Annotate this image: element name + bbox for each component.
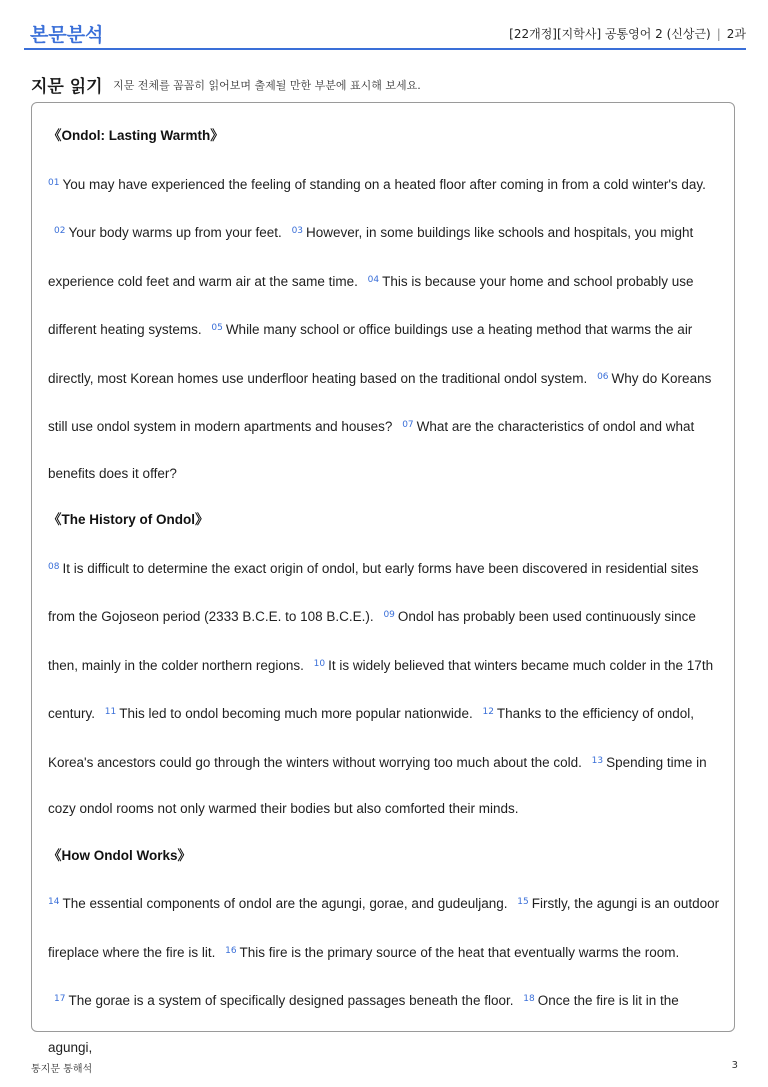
breadcrumb: [22개정][지학사] 공통영어 2 (신상근) bbox=[509, 27, 711, 41]
passage-box bbox=[31, 102, 735, 1055]
sentence-number: 17 bbox=[54, 994, 66, 1004]
page-title: 본문분석 bbox=[30, 24, 104, 46]
sentence-text: You may have experienced the feeling of standing on a heated floor after coming in from a cold winter's day. bbox=[62, 176, 706, 192]
passage-heading: 《Ondol: Lasting Warmth》 bbox=[48, 128, 224, 143]
section-header bbox=[31, 72, 421, 97]
sentence-number: 04 bbox=[367, 274, 380, 285]
footer-label: 통지문 통해석 bbox=[31, 1064, 93, 1075]
sentence-number: 18 bbox=[523, 994, 535, 1004]
sentence-text: Why do Koreans still use ondol system in modern apartments and houses? bbox=[48, 370, 712, 434]
header-separator: | bbox=[716, 27, 721, 41]
passage-paragraph bbox=[48, 879, 723, 1071]
sentence-number: 15 bbox=[517, 897, 529, 907]
sentence bbox=[48, 993, 513, 1008]
passage-heading: 《How Ondol Works》 bbox=[48, 847, 192, 863]
sentence-text: This fire is the primary source of the heat that eventually warms the room. bbox=[239, 944, 680, 960]
header-course-info bbox=[509, 25, 746, 42]
sentence-number: 16 bbox=[225, 945, 237, 956]
sentence-text: Thanks to the efficiency of ondol, Korea's ancestors could go through the winters without worrying too much about the cold. bbox=[48, 706, 695, 770]
sentence-text: Your body warms up from your feet. bbox=[68, 225, 282, 240]
sentence-number: 10 bbox=[313, 658, 326, 669]
page-number: 3 bbox=[731, 1060, 738, 1071]
sentence-text: The gorae is a system of specifically designed passages beneath the floor. bbox=[68, 993, 514, 1008]
sentence-text: Ondol has probably been used continuously since then, mainly in the colder northern regions. bbox=[48, 609, 696, 673]
sentence-number: 09 bbox=[383, 610, 395, 620]
page-header bbox=[24, 16, 746, 50]
lesson-label: 2과 bbox=[726, 27, 746, 41]
sentence-number: 02 bbox=[54, 226, 66, 236]
sentence-number: 12 bbox=[482, 707, 494, 717]
sentence bbox=[48, 225, 282, 240]
passage-paragraph bbox=[48, 544, 723, 833]
sentence-text: It is widely believed that winters became much colder in the 17th century. bbox=[48, 657, 714, 721]
sentence-number: 03 bbox=[291, 226, 304, 236]
sentence-number: 14 bbox=[48, 897, 60, 907]
sentence-text: What are the characteristics of ondol and what benefits does it offer? bbox=[48, 419, 695, 481]
sentence-number: 07 bbox=[402, 420, 414, 430]
sentence bbox=[48, 896, 508, 911]
sentence-text: Once the fire is lit in the agungi, bbox=[48, 993, 679, 1055]
sentence bbox=[48, 177, 706, 192]
sentence-text: However, in some buildings like schools and hospitals, you might experience cold feet and warm air at the same time. bbox=[48, 225, 694, 289]
section-title: 지문 읽기 bbox=[31, 77, 103, 97]
sentence-text: The essential components of ondol are the agungi, gorae, and gudeuljang. bbox=[62, 896, 508, 911]
sentence-number: 13 bbox=[591, 755, 604, 766]
sentence-number: 06 bbox=[597, 371, 609, 382]
sentence-number: 05 bbox=[211, 323, 223, 333]
sentence bbox=[219, 945, 679, 960]
passage-heading: 《The History of Ondol》 bbox=[48, 512, 209, 527]
section-description: 지문 전체를 꼼꼼히 읽어보며 출제될 만한 부분에 표시해 보세요. bbox=[113, 78, 421, 92]
sentence-text: This led to ondol becoming much more popular nationwide. bbox=[119, 706, 473, 721]
sentence bbox=[99, 706, 473, 721]
sentence-text: This is because your home and school probably use different heating systems. bbox=[48, 273, 694, 337]
passage-paragraph bbox=[48, 160, 723, 498]
passage-content bbox=[48, 113, 723, 1071]
sentence-text: It is difficult to determine the exact origin of ondol, but early forms have been discovered in residential sites from the Gojoseon period (2333 B.C.E. to 108 B.C.E.). bbox=[48, 560, 699, 624]
sentence-text: While many school or office buildings use a heating method that warms the air directly, most Korean homes use underfloor heating based on the traditional ondol system. bbox=[48, 322, 693, 386]
sentence-text: Firstly, the agungi is an outdoor fireplace where the fire is lit. bbox=[48, 896, 720, 960]
sentence-number: 01 bbox=[48, 177, 60, 188]
sentence-text: Spending time in cozy ondol rooms not only warmed their bodies but also comforted their minds. bbox=[48, 754, 707, 816]
sentence-number: 08 bbox=[48, 561, 60, 572]
sentence-number: 11 bbox=[104, 707, 117, 717]
